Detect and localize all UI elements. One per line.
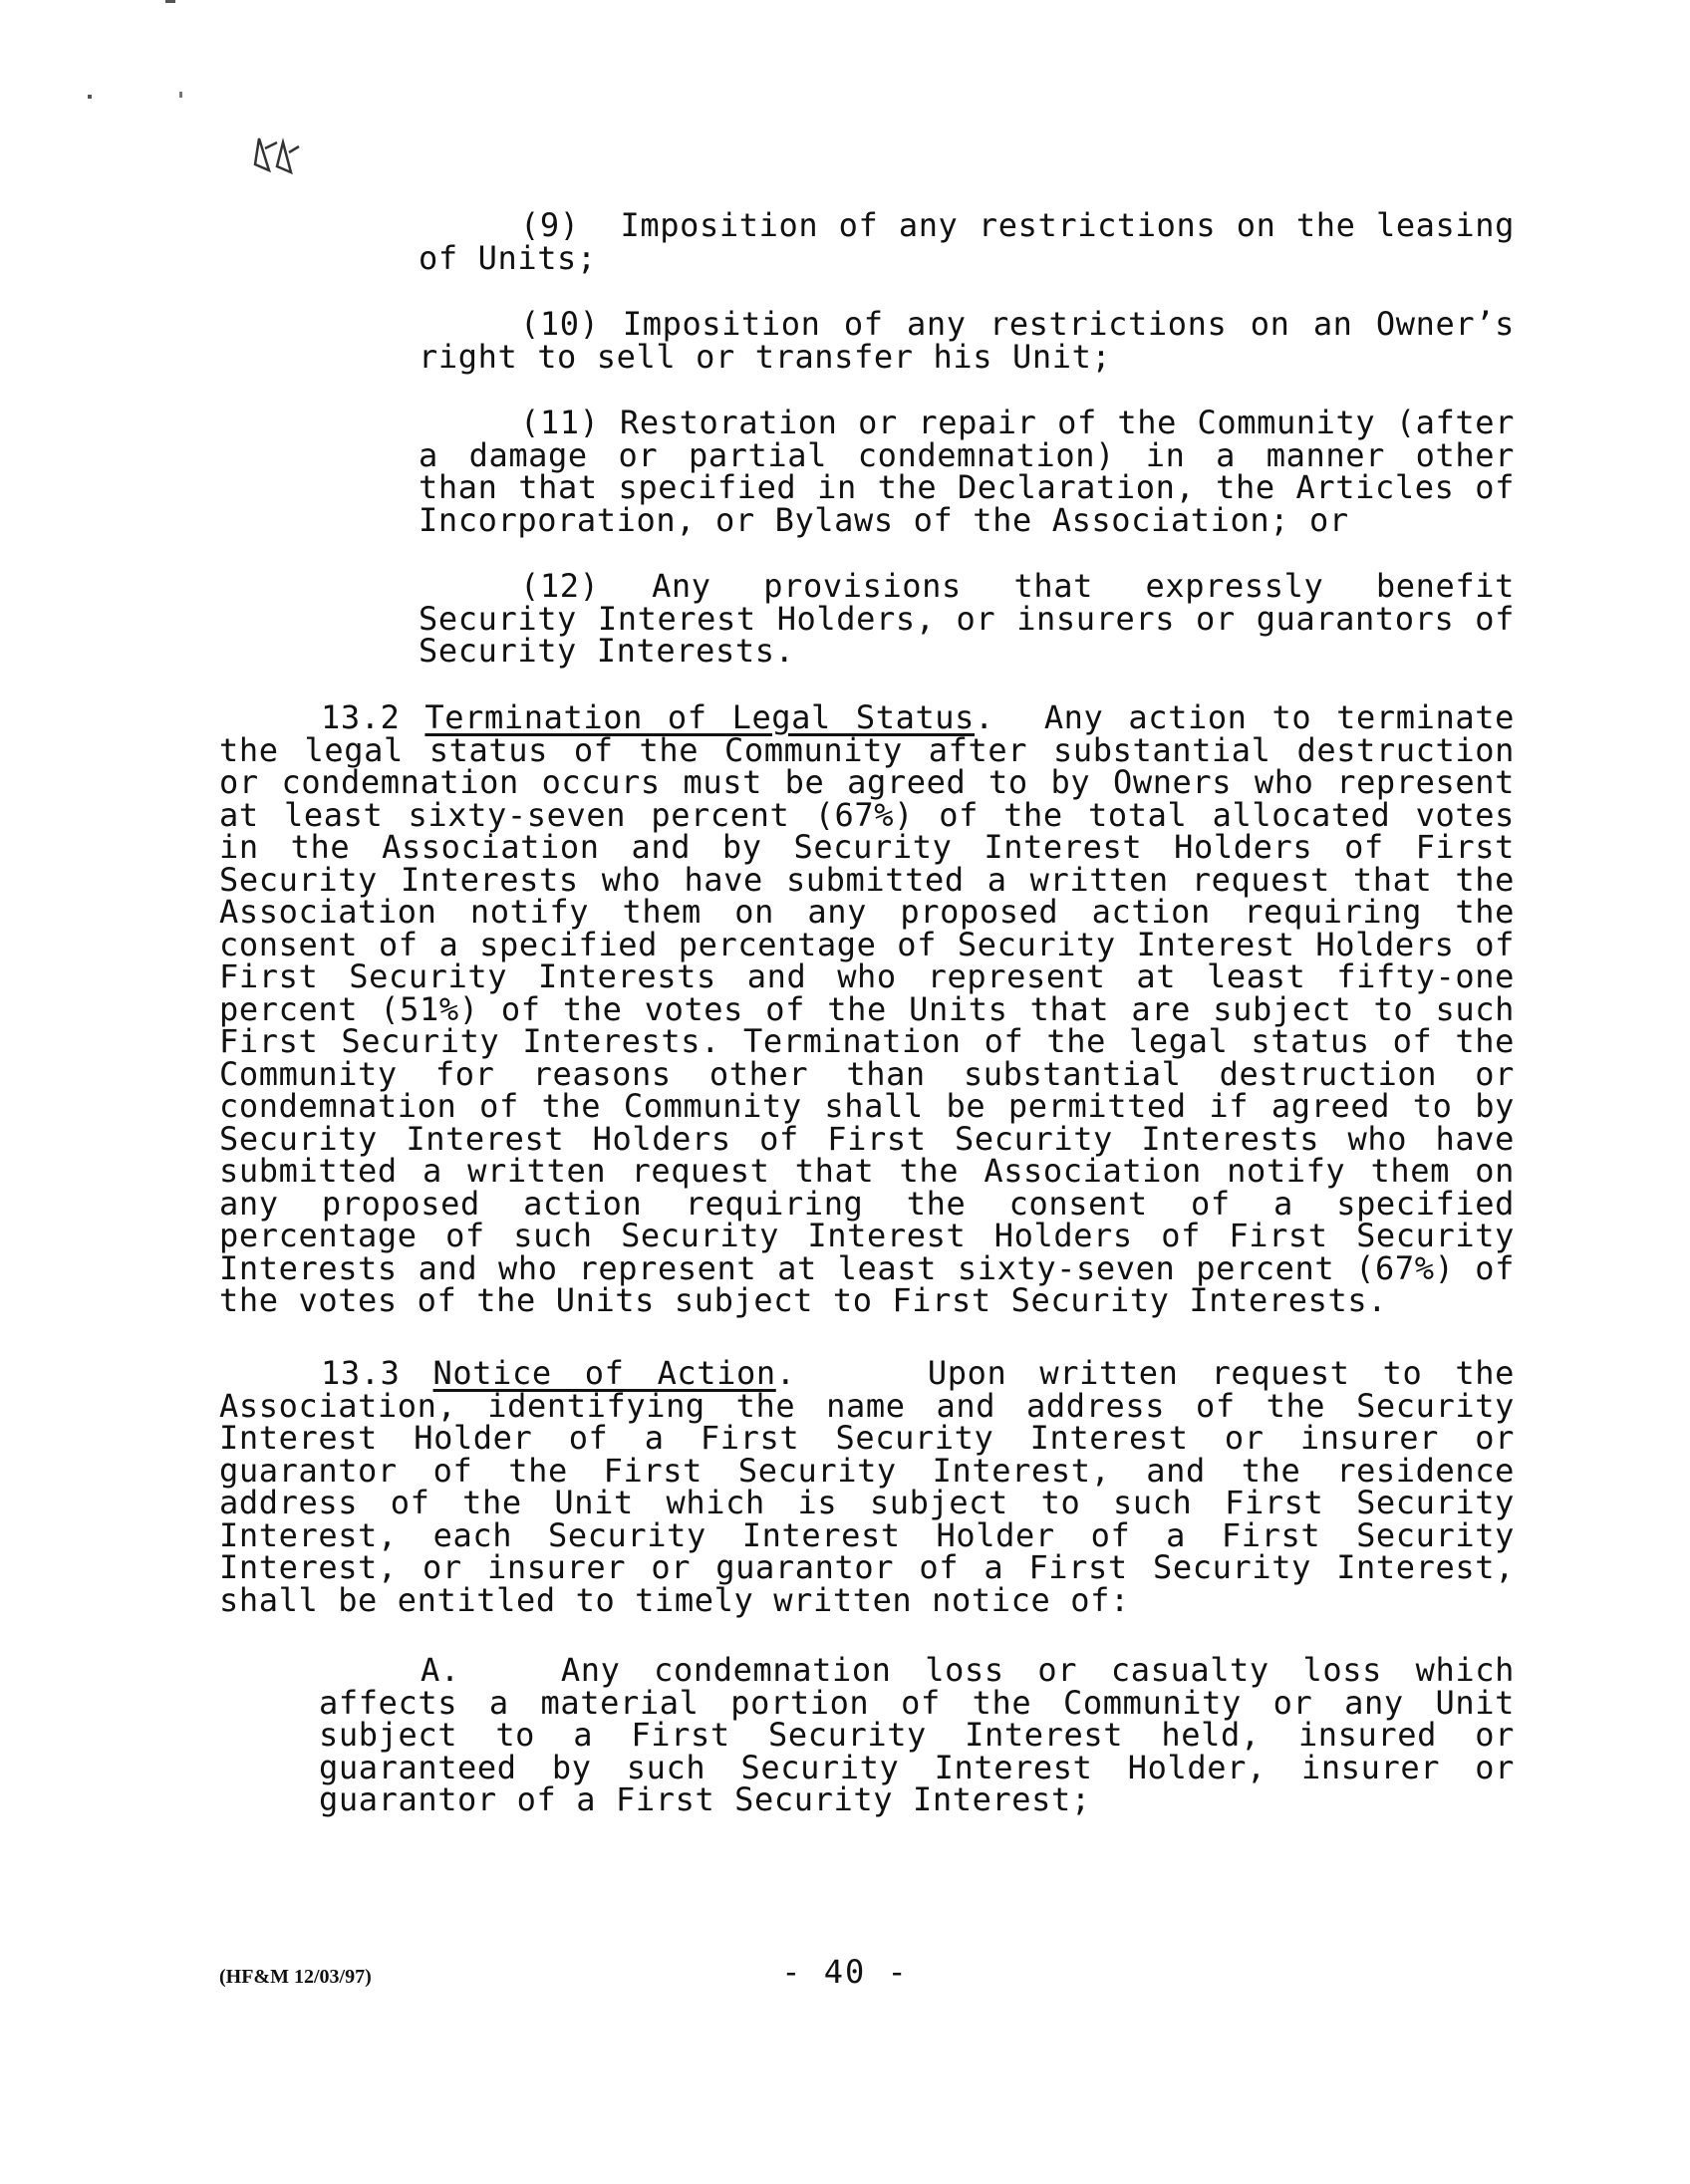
section-13-3-heading: Notice of Action [432,1354,776,1392]
scan-speck-left-2 [179,92,182,98]
subitem-a-letter: A. [421,1651,460,1689]
footer-page-number: - 40 - [781,1953,909,1991]
section-13-2: 13.2 Termination of Legal Status. Any action to terminate the legal status of the Community after substantial destruction or condemnation occurs must be agreed to by Owners who represent at least sixty-seven percent (67%) of the total allocated votes in the Association and by Security Interest Holders of First Security Interests who have submitted a written request that the Association notify them on any proposed action requiring the consent of a specified percentage of Security Interest Holders of First Security Interests and who represent at least fifty-one percent (51%) of the votes of the Units that are subject to such First Security Interests. Termination of the legal status of the Community for reasons other than substantial destruction or condemnation of the Community shall be permitted if agreed to by Security Interest Holders of First Security Interests who have submitted a written request that the Association notify them on any proposed action requiring the consent of a specified percentage of such Security Interest Holders of First Security Interests and who represent at least sixty-seven percent (67%) of the votes of the Units subject to First Security Interests. [219,698,1515,1319]
footer-doc-code: (HF&M 12/03/97) [219,1966,372,1988]
item-9 [419,206,1516,277]
subitem-a [319,1651,1515,1818]
item-12-number: (12) [520,567,600,605]
section-13-2-heading: Termination of Legal Status [424,698,976,736]
item-12-text: Any provisions that expressly benefit Security Interest Holders, or insurers or guarantors of Security Interests. [419,567,1515,670]
section-13-3-number: 13.3 [321,1354,401,1392]
subitem-a-text: Any condemnation loss or casualty loss which affects a material portion of the Community or any Unit subject to a First Security Interest held, insured or guaranteed by such Security Interest Holder, insurer or guarantor of a First Security Interest; [319,1651,1515,1818]
handwritten-mark-glyph [247,135,307,194]
section-13-2-text: Any action to terminate the legal status of the Community after substantial destruction or condemnation occurs must be agreed to by Owners who represent at least sixty-seven percent (67%) of the total allocated votes in the Association and by Security Interest Holders of First Security Interests who have submitted a written request that the Association notify them on any proposed action requiring the consent of a specified percentage of Security Interest Holders of First Security Interests and who represent at least fifty-one percent (51%) of the votes of the Units that are subject to such First Security Interests. Termination of the legal status of the Community for reasons other than substantial destruction or condemnation of the Community shall be permitted if agreed to by Security Interest Holders of First Security Interests who have submitted a written request that the Association notify them on any proposed action requiring the consent of a specified percentage of such Security Interest Holders of First Security Interests and who represent at least sixty-seven percent (67%) of the votes of the Units subject to First Security Interests. [219,698,1515,1319]
section-13-3-text: Upon written request to the Association, identifying the name and address of the Security Interest Holder of a First Security Interest or insurer or guarantor of the First Security Interest, and the residence address of the Unit which is subject to such First Security Interest, each Security Interest Holder of a First Security Interest, or insurer or guarantor of a First Security Interest, shall be entitled to timely written notice of: [219,1354,1515,1619]
item-11-number: (11) [520,404,600,441]
item-11-text: Restoration or repair of the Community (after a damage or partial condemnation) in a manner other than that specified in the Declaration, the Articles of Incorporation, or Bylaws of the Association; or [419,404,1515,539]
item-12 [419,567,1515,670]
item-9-number: (9) [520,206,580,244]
item-10-number: (10) [520,305,600,343]
item-10-text: Imposition of any restrictions on an Owner’s right to sell or transfer his Unit; [419,305,1515,376]
section-13-3: 13.3 Notice of Action. Upon written request to the Association, identifying the name and address of the Security Interest Holder of a First Security Interest or insurer or guarantor of the First Security Interest, and the residence address of the Unit which is subject to such First Security Interest, each Security Interest Holder of a First Security Interest, or insurer or guarantor of a First Security Interest, shall be entitled to timely written notice of: [219,1354,1515,1619]
section-13-2-number: 13.2 [321,698,401,736]
item-10 [419,305,1515,376]
scan-speck-left [88,95,92,99]
item-11 [419,404,1515,539]
item-9-text: Imposition of any restrictions on the leasing of Units; [419,206,1516,277]
handwritten-page-mark [247,135,307,198]
scan-speck-top [165,0,175,3]
